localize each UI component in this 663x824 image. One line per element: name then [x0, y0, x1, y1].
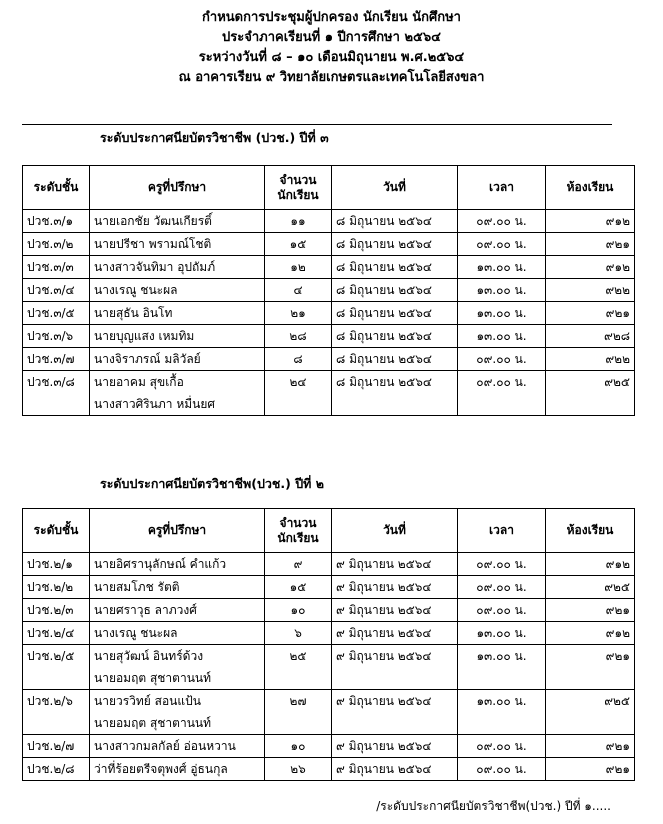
cell-time: ๐๙.๐๐ น.: [458, 758, 546, 781]
cell-class: ปวช.๓/๑: [23, 210, 90, 233]
col-header-class: ระดับชั้น: [23, 166, 90, 210]
cell-class: ปวช.๒/๒: [23, 576, 90, 599]
header-line-2: ประจำภาคเรียนที่ ๑ ปีการศึกษา ๒๕๖๔: [222, 30, 441, 45]
cell-advisor: [90, 758, 265, 781]
cell-advisor: [90, 371, 265, 416]
advisor-name: นายสุวัฒน์ อินทร์ด้วง: [94, 649, 204, 663]
cell-time: ๐๙.๐๐ น.: [458, 233, 546, 256]
cell-date: ๘ มิถุนายน ๒๕๖๔: [332, 371, 458, 416]
cell-room: ๙๒๑: [546, 645, 635, 690]
cell-room: ๙๒๕: [546, 690, 635, 735]
col-header-room: ห้องเรียน: [546, 509, 635, 553]
cell-class: ปวช.๒/๓: [23, 599, 90, 622]
col-header-advisor: ครูที่ปรึกษา: [90, 166, 265, 210]
cell-date: ๘ มิถุนายน ๒๕๖๔: [332, 325, 458, 348]
header-divider: [22, 124, 612, 125]
col-header-room: ห้องเรียน: [546, 166, 635, 210]
advisor-name: นายอมฤต สุชาตานนท์: [94, 671, 212, 685]
schedule-table-year2: [22, 508, 635, 781]
cell-date: ๘ มิถุนายน ๒๕๖๔: [332, 302, 458, 325]
cell-room: ๙๒๑: [546, 302, 635, 325]
cell-room: ๙๑๒: [546, 553, 635, 576]
cell-class: ปวช.๒/๑: [23, 553, 90, 576]
cell-time: ๑๓.๐๐ น.: [458, 302, 546, 325]
cell-advisor: [90, 348, 265, 371]
table-row: [23, 599, 635, 622]
cell-date: ๘ มิถุนายน ๒๕๖๔: [332, 256, 458, 279]
cell-class: ปวช.๒/๘: [23, 758, 90, 781]
advisor-name: นายอิศรานุลักษณ์ คำแก้ว: [94, 557, 227, 571]
cell-class: ปวช.๒/๗: [23, 735, 90, 758]
cell-room: ๙๒๘: [546, 325, 635, 348]
table-row: [23, 256, 635, 279]
col-header-count: [265, 166, 332, 210]
col-header-time: เวลา: [458, 166, 546, 210]
cell-time: ๐๙.๐๐ น.: [458, 348, 546, 371]
cell-date: ๘ มิถุนายน ๒๕๖๔: [332, 210, 458, 233]
cell-date: ๙ มิถุนายน ๒๕๖๔: [332, 576, 458, 599]
advisor-name: ว่าที่ร้อยตรีจตุพงศ์ อู่ธนกุล: [94, 762, 228, 776]
table-row: [23, 279, 635, 302]
cell-student-count: ๑๐: [265, 599, 332, 622]
cell-time: ๑๓.๐๐ น.: [458, 645, 546, 690]
cell-date: ๘ มิถุนายน ๒๕๖๔: [332, 279, 458, 302]
cell-advisor: [90, 210, 265, 233]
cell-class: ปวช.๒/๕: [23, 645, 90, 690]
header-line-3: ระหว่างวันที่ ๘ – ๑๐ เดือนมิถุนายน พ.ศ.๒๕๖๔: [198, 50, 465, 65]
header-line-4: ณ อาคารเรียน ๙ วิทยาลัยเกษตรและเทคโนโลยีสงขลา: [178, 70, 485, 85]
cell-room: ๙๒๒: [546, 348, 635, 371]
table-header-row: [23, 166, 635, 210]
cell-room: ๙๒๑: [546, 735, 635, 758]
section-title-year2: ระดับประกาศนียบัตรวิชาชีพ(ปวช.) ปีที่ ๒: [100, 476, 324, 491]
cell-class: ปวช.๒/๔: [23, 622, 90, 645]
continuation-note: /ระดับประกาศนียบัตรวิชาชีพ(ปวช.) ปีที่ ๑.....: [376, 799, 611, 813]
cell-room: ๙๑๒: [546, 256, 635, 279]
table-row: [23, 645, 635, 690]
cell-class: ปวช.๓/๘: [23, 371, 90, 416]
cell-room: ๙๒๒: [546, 279, 635, 302]
advisor-name: นายสมโภช รัตติ: [94, 580, 180, 594]
advisor-name: นายปรีชา พรามณ์โชติ: [94, 237, 212, 251]
cell-student-count: ๙: [265, 553, 332, 576]
advisor-name: นางสาวศิรินภา หมื่นยศ: [94, 397, 216, 411]
cell-class: ปวช.๓/๖: [23, 325, 90, 348]
cell-advisor: [90, 279, 265, 302]
col-header-class: ระดับชั้น: [23, 509, 90, 553]
section-title-year3: ระดับประกาศนียบัตรวิชาชีพ (ปวช.) ปีที่ ๓: [100, 130, 329, 145]
cell-advisor: [90, 576, 265, 599]
advisor-name: นายเอกชัย วัฒนเกียรติ์: [94, 214, 212, 228]
cell-student-count: ๒๕: [265, 645, 332, 690]
advisor-name: นายสุธัน อินโท: [94, 306, 173, 320]
table-row: [23, 233, 635, 256]
cell-student-count: ๒๗: [265, 690, 332, 735]
cell-date: ๙ มิถุนายน ๒๕๖๔: [332, 690, 458, 735]
header-line-1: กำหนดการประชุมผู้ปกครอง นักเรียน นักศึกษา: [202, 10, 461, 25]
cell-time: ๐๙.๐๐ น.: [458, 553, 546, 576]
cell-time: ๑๓.๐๐ น.: [458, 690, 546, 735]
cell-time: ๑๓.๐๐ น.: [458, 256, 546, 279]
col-header-date: วันที่: [332, 509, 458, 553]
cell-student-count: ๒๑: [265, 302, 332, 325]
table-row: [23, 758, 635, 781]
table-row: [23, 371, 635, 416]
cell-advisor: [90, 302, 265, 325]
cell-date: ๘ มิถุนายน ๒๕๖๔: [332, 348, 458, 371]
cell-date: ๘ มิถุนายน ๒๕๖๔: [332, 233, 458, 256]
cell-student-count: ๑๕: [265, 233, 332, 256]
cell-room: ๙๒๕: [546, 576, 635, 599]
col-header-count: [265, 509, 332, 553]
schedule-table-year3: [22, 165, 635, 416]
cell-room: ๙๒๕: [546, 371, 635, 416]
table-row: [23, 553, 635, 576]
cell-class: ปวช.๓/๒: [23, 233, 90, 256]
cell-class: ปวช.๓/๓: [23, 256, 90, 279]
table-row: [23, 210, 635, 233]
cell-room: ๙๒๑: [546, 233, 635, 256]
cell-advisor: [90, 553, 265, 576]
table-body-year2: [23, 553, 635, 781]
cell-room: ๙๒๑: [546, 599, 635, 622]
table-header-row: [23, 509, 635, 553]
cell-class: ปวช.๒/๖: [23, 690, 90, 735]
cell-advisor: [90, 690, 265, 735]
cell-student-count: ๑๒: [265, 256, 332, 279]
cell-student-count: ๑๐: [265, 735, 332, 758]
col-header-count-line1: จำนวน: [279, 172, 317, 187]
advisor-name: นางเรณู ชนะผล: [94, 283, 178, 297]
cell-time: ๐๙.๐๐ น.: [458, 735, 546, 758]
cell-advisor: [90, 735, 265, 758]
advisor-name: นางเรณู ชนะผล: [94, 626, 178, 640]
advisor-name: นายอมฤต สุชาตานนท์: [94, 716, 212, 730]
cell-student-count: ๖: [265, 622, 332, 645]
cell-date: ๙ มิถุนายน ๒๕๖๔: [332, 599, 458, 622]
cell-room: ๙๑๒: [546, 622, 635, 645]
table-row: [23, 302, 635, 325]
col-header-count-line2: นักเรียน: [277, 530, 319, 545]
cell-time: ๐๙.๐๐ น.: [458, 210, 546, 233]
col-header-advisor: ครูที่ปรึกษา: [90, 509, 265, 553]
advisor-name: นายอาคม สุขเกื้อ: [94, 375, 184, 389]
cell-advisor: [90, 645, 265, 690]
cell-date: ๙ มิถุนายน ๒๕๖๔: [332, 758, 458, 781]
col-header-time: เวลา: [458, 509, 546, 553]
cell-room: ๙๑๒: [546, 210, 635, 233]
cell-class: ปวช.๓/๗: [23, 348, 90, 371]
table-row: [23, 735, 635, 758]
cell-student-count: ๑๕: [265, 576, 332, 599]
cell-room: ๙๒๑: [546, 758, 635, 781]
advisor-name: นางสาวจันทิมา อุปถัมภ์: [94, 260, 216, 274]
cell-class: ปวช.๓/๔: [23, 279, 90, 302]
cell-time: ๐๙.๐๐ น.: [458, 576, 546, 599]
cell-time: ๐๙.๐๐ น.: [458, 599, 546, 622]
advisor-name: นายวรวิทย์ สอนแป้น: [94, 694, 201, 708]
cell-student-count: ๒๔: [265, 371, 332, 416]
cell-class: ปวช.๓/๕: [23, 302, 90, 325]
table-body-year3: [23, 210, 635, 416]
table-row: [23, 690, 635, 735]
cell-student-count: ๑๑: [265, 210, 332, 233]
cell-student-count: ๒๖: [265, 758, 332, 781]
cell-date: ๙ มิถุนายน ๒๕๖๔: [332, 622, 458, 645]
table-row: [23, 576, 635, 599]
cell-advisor: [90, 622, 265, 645]
advisor-name: นายบุญแสง เหมทิม: [94, 329, 195, 343]
cell-advisor: [90, 599, 265, 622]
cell-student-count: ๘: [265, 348, 332, 371]
cell-advisor: [90, 256, 265, 279]
col-header-count-line2: นักเรียน: [277, 187, 319, 202]
table-row: [23, 325, 635, 348]
cell-time: ๐๙.๐๐ น.: [458, 371, 546, 416]
cell-date: ๙ มิถุนายน ๒๕๖๔: [332, 735, 458, 758]
document-header: [0, 8, 663, 88]
col-header-date: วันที่: [332, 166, 458, 210]
cell-date: ๙ มิถุนายน ๒๕๖๔: [332, 553, 458, 576]
table-row: [23, 622, 635, 645]
cell-advisor: [90, 233, 265, 256]
cell-advisor: [90, 325, 265, 348]
advisor-name: นางจิราภรณ์ มลิวัลย์: [94, 352, 201, 366]
col-header-count-line1: จำนวน: [279, 515, 317, 530]
table-row: [23, 348, 635, 371]
cell-time: ๑๓.๐๐ น.: [458, 279, 546, 302]
advisor-name: นางสาวกมลกัลย์ อ่อนหวาน: [94, 739, 236, 753]
cell-date: ๙ มิถุนายน ๒๕๖๔: [332, 645, 458, 690]
cell-time: ๑๓.๐๐ น.: [458, 622, 546, 645]
cell-student-count: ๔: [265, 279, 332, 302]
advisor-name: นายศราวุธ ลาภวงศ์: [94, 603, 197, 617]
cell-time: ๑๓.๐๐ น.: [458, 325, 546, 348]
cell-student-count: ๒๘: [265, 325, 332, 348]
